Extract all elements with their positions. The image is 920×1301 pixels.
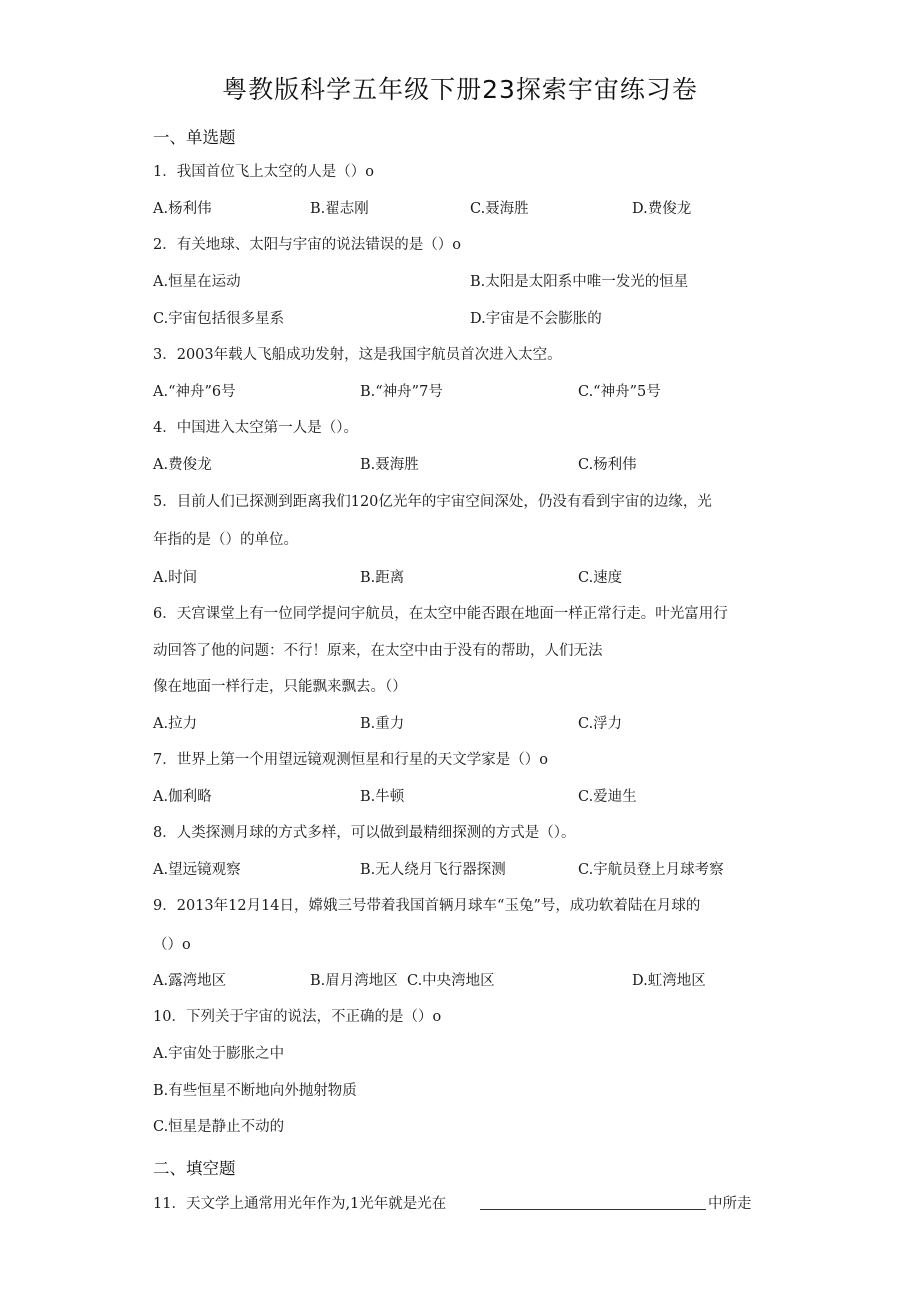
question-10-option-b: B.有些恒星不断地向外抛射物质: [153, 1083, 357, 1099]
question-1-stem: 1．我国首位飞上太空的人是（）o: [153, 164, 374, 180]
question-11-prefix: 11．天文学上通常用光年作为,1光年就是光在: [153, 1196, 447, 1212]
question-4-option-a: A.费俊龙: [153, 457, 212, 473]
question-8-option-b: B.无人绕月飞行器探测: [360, 862, 506, 878]
question-9-option-b: B.眉月湾地区: [310, 973, 398, 989]
question-8-option-c: C.宇航员登上月球考察: [578, 862, 724, 878]
question-8-option-a: A.望远镜观察: [153, 862, 241, 878]
question-6-option-b: B.重力: [360, 716, 405, 732]
question-1-option-c: C.聂海胜: [470, 201, 529, 217]
question-5-option-c: C.速度: [578, 570, 623, 586]
question-8-stem: 8．人类探测月球的方式多样，可以做到最精细探测的方式是（）。: [153, 825, 576, 841]
question-5-stem-line-2: 年指的是（）的单位。: [153, 532, 298, 548]
question-10-option-a: A.宇宙处于膨胀之中: [153, 1046, 285, 1062]
question-1-option-d: D.费俊龙: [632, 201, 692, 217]
question-2-option-b: B.太阳是太阳系中唯一发光的恒星: [470, 274, 689, 290]
question-7-option-c: C.爱迪生: [578, 789, 637, 805]
question-5-option-a: A.时间: [153, 570, 198, 586]
section-heading-single-choice: 一、单选题: [153, 128, 236, 147]
question-10-stem: 10．下列关于宇宙的说法，不正确的是（）o: [153, 1009, 442, 1025]
question-3-option-b: B.“神舟”7号: [360, 384, 443, 400]
question-4-option-b: B.聂海胜: [360, 457, 419, 473]
question-4-stem: 4．中国进入太空第一人是（）。: [153, 420, 358, 436]
question-7-option-b: B.牛顿: [360, 789, 405, 805]
question-3-option-c: C.“神舟”5号: [578, 384, 661, 400]
question-6-option-c: C.浮力: [578, 716, 623, 732]
question-7-stem: 7．世界上第一个用望远镜观测恒星和行星的天文学家是（）o: [153, 752, 548, 768]
question-5-stem-line-1: 5．目前人们已探测到距离我们120亿光年的宇宙空间深处，仍没有看到宇宙的边缘，光: [153, 494, 712, 510]
page-title: 粤教版科学五年级下册23探索宇宙练习卷: [222, 75, 698, 104]
question-10-option-c: C.恒星是静止不动的: [153, 1119, 285, 1135]
question-6-option-a: A.拉力: [153, 716, 198, 732]
question-11-suffix: 中所走: [708, 1196, 752, 1212]
question-9-stem-line-1: 9．2013年12月14日，嫦娥三号带着我国首辆月球车“玉兔”号，成功软着陆在月球的: [153, 898, 701, 914]
question-6-stem-line-3: 像在地面一样行走，只能飘来飘去。（）: [153, 679, 407, 695]
question-1-option-a: A.杨利伟: [153, 201, 212, 217]
question-9-option-a: A.露湾地区: [153, 973, 227, 989]
question-1-option-b: B.翟志刚: [310, 201, 369, 217]
question-2-option-d: D.宇宙是不会膨胀的: [470, 311, 602, 327]
question-6-stem-line-1: 6．天宫课堂上有一位同学提问宇航员，在太空中能否跟在地面一样正常行走。叶光富用行: [153, 606, 728, 622]
question-2-option-a: A.恒星在运动: [153, 274, 241, 290]
question-2-option-c: C.宇宙包括很多星系: [153, 311, 285, 327]
question-3-stem: 3．2003年载人飞船成功发射，这是我国宇航员首次进入太空。: [153, 347, 562, 363]
question-7-option-a: A.伽利略: [153, 789, 212, 805]
question-5-option-b: B.距离: [360, 570, 405, 586]
question-6-stem-line-2: 动回答了他的问题：不行！原来，在太空中由于没有的帮助，人们无法: [153, 643, 603, 659]
question-3-option-a: A.“神舟”6号: [153, 384, 236, 400]
section-heading-fill-blank: 二、填空题: [153, 1159, 236, 1178]
question-9-option-d: D.虹湾地区: [632, 973, 706, 989]
question-4-option-c: C.杨利伟: [578, 457, 637, 473]
question-9-option-c: C.中央湾地区: [407, 973, 495, 989]
question-11-answer-blank[interactable]: [480, 1209, 706, 1210]
question-2-stem: 2．有关地球、太阳与宇宙的说法错误的是（）o: [153, 237, 461, 253]
question-9-stem-line-2: （）o: [153, 937, 191, 953]
